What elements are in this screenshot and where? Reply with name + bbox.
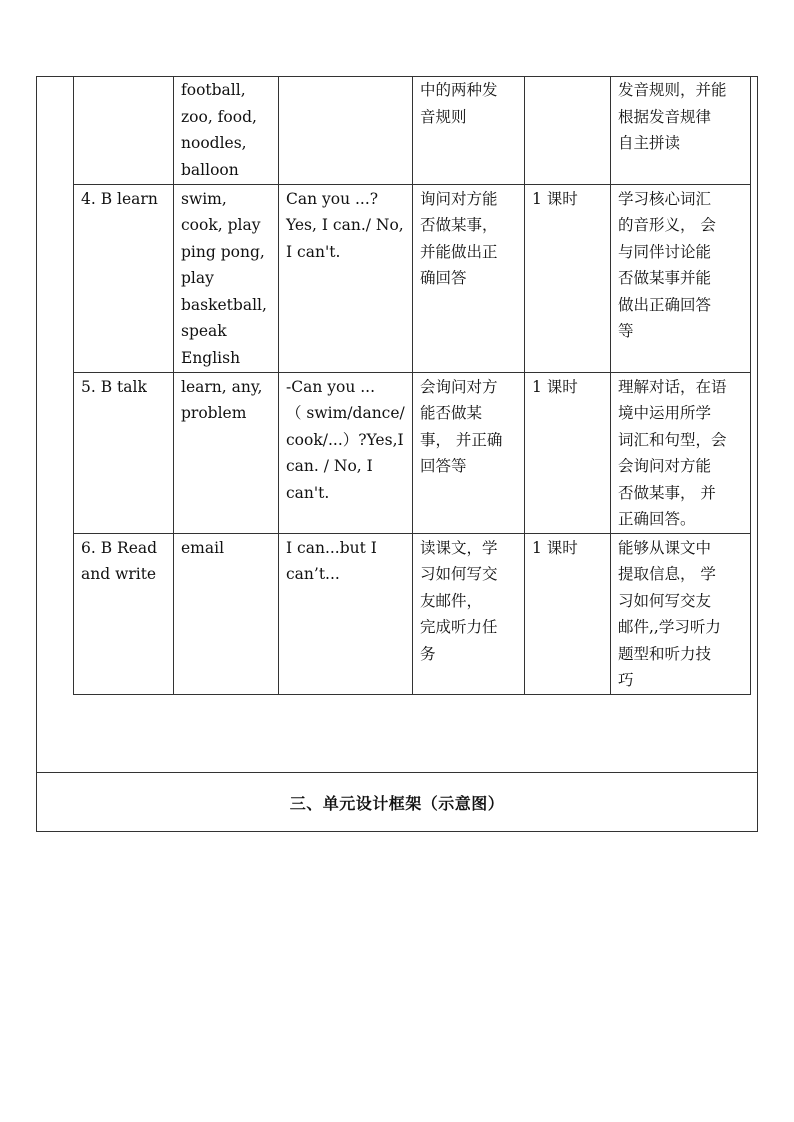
hours-cell: 1 课时	[525, 372, 611, 533]
aims-cell: 发音规则，并能 根据发音规律 自主拼读	[611, 76, 751, 184]
table-row	[74, 184, 751, 372]
table-row	[74, 372, 751, 533]
aims-cell: 学习核心词汇 的音形义， 会 与同伴讨论能 否做某事并能 做出正确回答 等	[611, 184, 751, 372]
goal-cell: 读课文，学 习如何写交 友邮件， 完成听力任 务	[413, 533, 525, 694]
goal-cell: 中的两种发 音规则	[413, 76, 525, 184]
sentences-cell	[279, 76, 413, 184]
lesson-cell: 6. B Read and write	[74, 533, 174, 694]
words-cell: learn, any, problem	[174, 372, 279, 533]
lesson-cell: 5. B talk	[74, 372, 174, 533]
table-row	[74, 76, 751, 184]
table-row	[74, 533, 751, 694]
unit-plan-table	[73, 76, 751, 695]
words-cell: email	[174, 533, 279, 694]
aims-cell: 能够从课文中 提取信息， 学 习如何写交友 邮件,,学习听力 题型和听力技 巧	[611, 533, 751, 694]
hours-cell: 1 课时	[525, 184, 611, 372]
lesson-cell	[74, 76, 174, 184]
goal-cell: 会询问对方 能否做某 事， 并正确 回答等	[413, 372, 525, 533]
sentences-cell: -Can you ... （ swim/dance/ cook/...）?Yes,I can. / No, I can't.	[279, 372, 413, 533]
goal-cell: 询问对方能 否做某事， 并能做出正 确回答	[413, 184, 525, 372]
words-cell: football, zoo, food, noodles, balloon	[174, 76, 279, 184]
section-heading: 三、单元设计框架（示意图）	[289, 793, 505, 813]
aims-cell: 理解对话，在语 境中运用所学 词汇和句型，会 会询问对方能 否做某事， 并 正确回答。	[611, 372, 751, 533]
sentences-cell: I can...but I can’t...	[279, 533, 413, 694]
hours-cell	[525, 76, 611, 184]
words-cell: swim, cook, play ping pong, play basketball, speak English	[174, 184, 279, 372]
hours-cell: 1 课时	[525, 533, 611, 694]
sentences-cell: Can you ...? Yes, I can./ No, I can't.	[279, 184, 413, 372]
lesson-cell: 4. B learn	[74, 184, 174, 372]
